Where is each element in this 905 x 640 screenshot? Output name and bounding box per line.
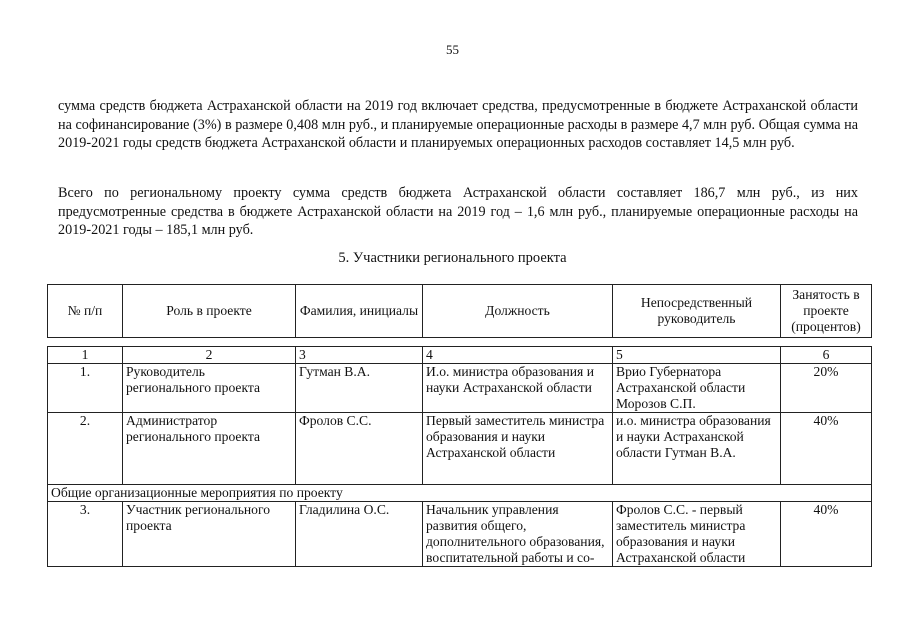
header-name: Фамилия, инициалы <box>296 285 423 338</box>
paragraph-2: Всего по региональному проекту сумма средств бюджета Астраханской области составляет 186,7 млн руб., из них предусмотренные средства в бюджете Астраханской области на 2019 год – 1,6 млн руб., планируемые операционные расходы на 2019-2021 годы – 185,1 млн руб. <box>58 185 858 238</box>
row-supervisor: Фролов С.С. - первый заместитель министра образования и науки Астраханской области <box>613 502 781 567</box>
table-row <box>48 502 872 567</box>
header-supervisor: Непосредственный руководитель <box>613 285 781 338</box>
row-supervisor: и.о. министра образования и науки Астраханской области Гутман В.А. <box>613 413 781 485</box>
row-position: Первый заместитель министра образования и науки Астраханской области <box>423 413 613 485</box>
column-number: 2 <box>123 347 296 364</box>
row-role: Руководитель регионального проекта <box>123 364 296 413</box>
row-number: 2. <box>48 413 123 485</box>
row-employment: 20% <box>781 364 872 413</box>
row-name: Гладилина О.С. <box>296 502 423 567</box>
row-number: 1. <box>48 364 123 413</box>
column-number-row <box>48 347 872 364</box>
group-row <box>48 485 872 502</box>
header-role: Роль в проекте <box>123 285 296 338</box>
group-label: Общие организационные мероприятия по проекту <box>48 485 872 502</box>
column-number: 1 <box>48 347 123 364</box>
table-row <box>48 364 872 413</box>
row-role: Участник регионального проекта <box>123 502 296 567</box>
row-name: Фролов С.С. <box>296 413 423 485</box>
row-employment: 40% <box>781 502 872 567</box>
row-supervisor: Врио Губернатора Астраханской области Морозов С.П. <box>613 364 781 413</box>
row-role: Администратор регионального проекта <box>123 413 296 485</box>
row-name: Гутман В.А. <box>296 364 423 413</box>
row-employment: 40% <box>781 413 872 485</box>
row-position: И.о. министра образования и науки Астраханской области <box>423 364 613 413</box>
header-position: Должность <box>423 285 613 338</box>
table-row <box>48 413 872 485</box>
participants-table <box>47 346 872 567</box>
column-number: 3 <box>296 347 423 364</box>
column-number: 5 <box>613 347 781 364</box>
column-number: 6 <box>781 347 872 364</box>
page-number: 55 <box>446 42 459 57</box>
column-number: 4 <box>423 347 613 364</box>
participants-header-table <box>47 284 872 338</box>
section-title: 5. Участники регионального проекта <box>338 250 567 266</box>
row-number: 3. <box>48 502 123 567</box>
paragraph-1: сумма средств бюджета Астраханской области на 2019 год включает средства, предусмотренные в бюджете Астраханской области на софинансирование (3%) в размере 0,408 млн руб., и планируемые операционные расходы в размере 4,7 млн руб. Общая сумма на 2019-2021 годы средств бюджета Астраханской области и планируемых операционных расходов составляет 14,5 млн руб. <box>58 98 858 151</box>
header-employment: Занятость в проекте (процентов) <box>781 285 872 338</box>
row-position: Начальник управления развития общего, дополнительного образования, воспитательной работы и со- <box>423 502 613 567</box>
header-number: № п/п <box>48 285 123 338</box>
